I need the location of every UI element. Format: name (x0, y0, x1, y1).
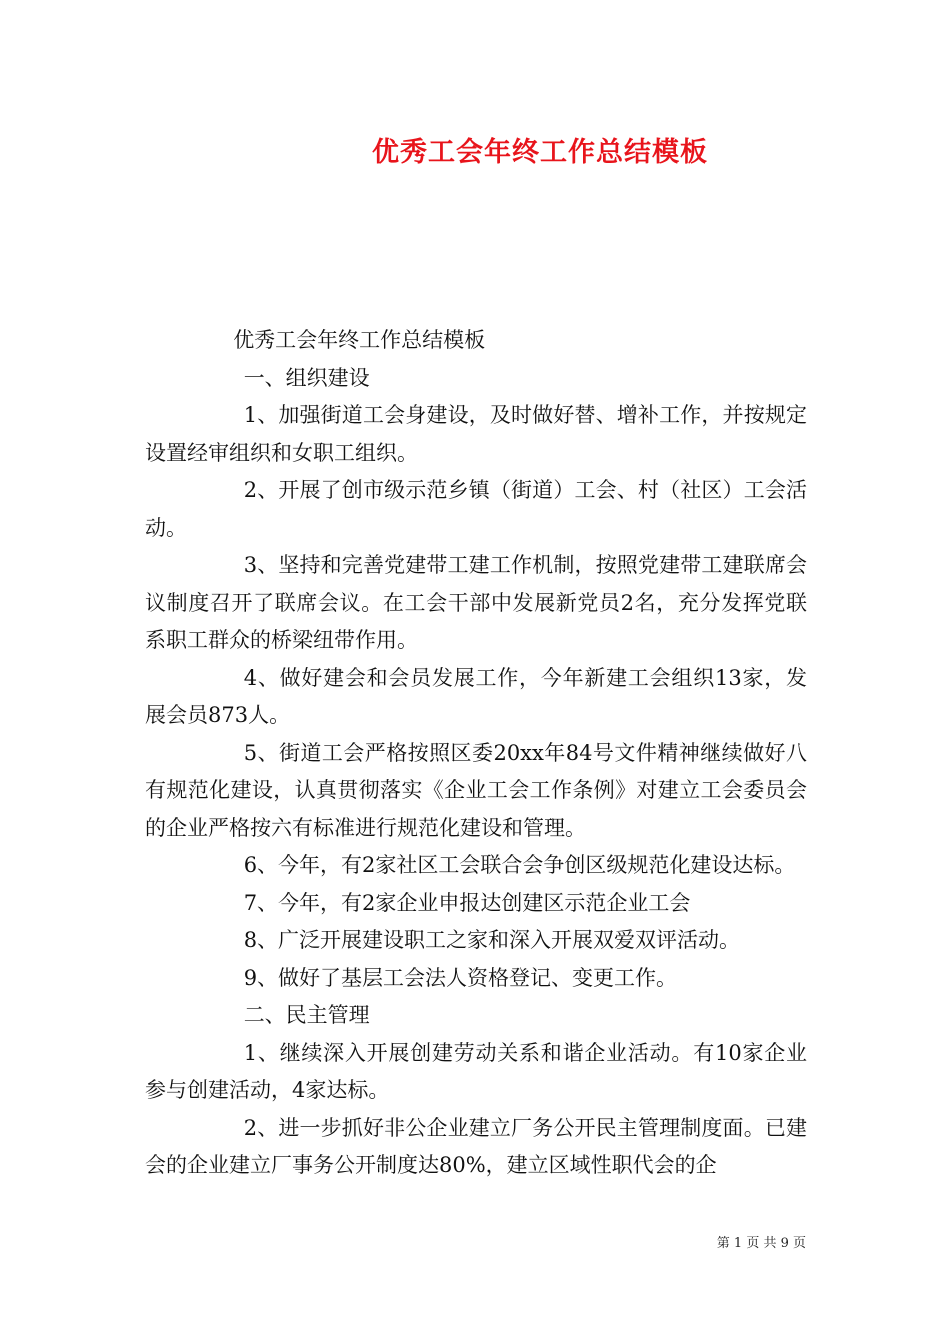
paragraph: 2、开展了创市级示范乡镇（街道）工会、村（社区）工会活动。 (145, 478, 807, 540)
document-title: 优秀工会年终工作总结模板 (372, 137, 708, 168)
section-heading: 一、组织建设 (243, 365, 370, 390)
paragraph: 4、做好建会和会员发展工作，今年新建工会组织13家，发展会员873人。 (145, 665, 807, 727)
paragraph: 1、继续深入开展创建劳动关系和谐企业活动。有10家企业参与创建活动，4家达标。 (145, 1040, 807, 1102)
section-heading: 二、民主管理 (243, 1003, 370, 1027)
document-body (145, 322, 807, 1185)
paragraph: 9、做好了基层工会法人资格登记、变更工作。 (243, 965, 678, 990)
paragraph: 2、进一步抓好非公企业建立厂务公开民主管理制度面。已建会的企业建立厂事务公开制度达80%，建立区域性职代会的企 (145, 1115, 807, 1177)
paragraph: 8、广泛开展建设职工之家和深入开展双爱双评活动。 (243, 928, 741, 952)
paragraph: 7、今年，有2家企业申报达创建区示范企业工会 (243, 890, 691, 915)
paragraph: 5、街道工会严格按照区委20xx年84号文件精神继续做好八有规范化建设，认真贯彻落实《企业工会工作条例》对建立工会委员会的企业严格按六有标准进行规范化建设和管理。 (145, 740, 807, 840)
paragraph: 1、加强街道工会身建设，及时做好替、增补工作，并按规定设置经审组织和女职工组织。 (145, 403, 807, 465)
paragraph: 3、坚持和完善党建带工建工作机制，按照党建带工建联席会议制度召开了联席会议。在工会干部中发展新党员2名，充分发挥党联系职工群众的桥梁纽带作用。 (145, 553, 807, 652)
document-subtitle: 优秀工会年终工作总结模板 (233, 328, 486, 352)
page-number: 第 1 页 共 9 页 (716, 1236, 806, 1251)
paragraph: 6、今年，有2家社区工会联合会争创区级规范化建设达标。 (243, 853, 796, 877)
